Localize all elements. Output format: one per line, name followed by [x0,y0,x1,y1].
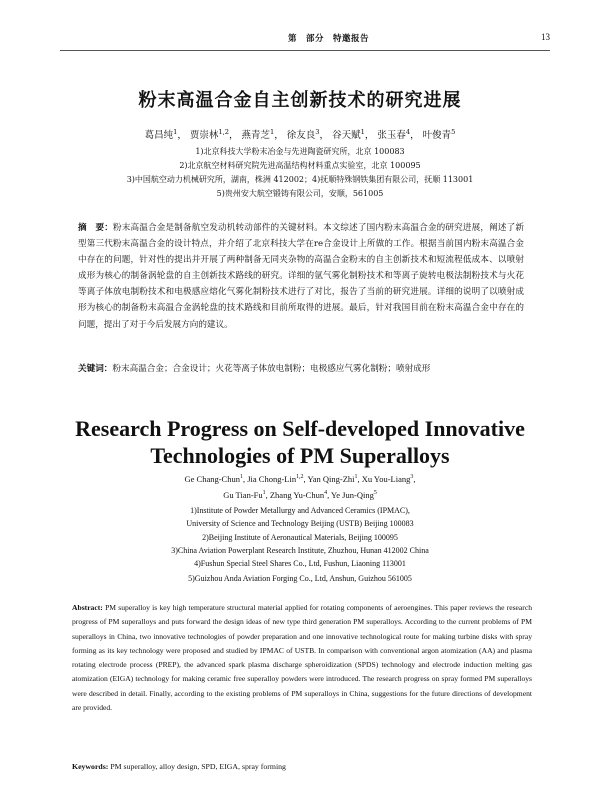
chinese-abstract-text: 粉末高温合金是制备航空发动机转动部件的关键材料。本文综述了国内粉末高温合金的研究进展，阐述了新型第三代粉末高温合金的设计特点，并介绍了北京科技大学在re合金设计上所做的工作。根据当前国内粉末高温合金中存在的问题，针对性的提出并开展了两种制备无同夹杂物的高温合金粉末的自主创新技术和短流程低成本、以喷射成形为核心的制备涡轮盘的自主创新技术路线的研究。详细的氩气雾化制粉技术和等离子旋转电极法制粉技术与火花等离子体放电制粉技术和电极感应熔化气雾化制粉技术进行了对比，报告了当前的研究进展。详细的说明了以喷射成形为核心的制备粉末高温合金涡轮盘的技术路线和目前所取得的进展。最后，针对我国目前在粉末高温合金中存在的问题，提出了对于今后发展方向的建议。 [78,223,524,330]
author-sup: 4 [405,127,411,136]
author-name: 葛昌纯 [144,130,174,141]
english-affiliation: 4)Fushun Special Steel Shares Co., Ltd, Fushun, Liaoning 113001 [194,559,406,568]
author-sup: 1 [173,127,178,136]
author-sup: 3 [315,127,320,136]
english-authors-line2: Gu Tian-Fu$^1$, Zhang Yu-Chun$^4$, Ye Jun-Qing$^5$ [223,490,377,500]
author-sup: 1 [239,474,243,481]
author-name: Gu Tian-Fu [223,490,263,500]
author-name: 贾崇林 [189,130,219,141]
author-sup: 1,2 [218,127,229,136]
chinese-title: 粉末高温合金自主创新技术的研究进展 [138,90,462,111]
english-keywords [72,762,532,771]
english-keywords-label: Keywords: [72,762,109,771]
english-title-line2: Technologies of PM Superalloys [150,443,450,468]
english-affiliation: University of Science and Technology Beijing (USTB) Beijing 100083 [186,519,414,528]
english-title-line1: Research Progress on Self-developed Innovative [75,416,525,441]
author-name: Yan Qing-Zhi [307,474,355,484]
header-section-title: 第 部分 特邀报告 [288,34,370,44]
author-name: Zhang Yu-Chun [269,490,325,500]
english-authors-line1: Ge Chang-Chun$^1$, Jia Chong-Lin$^{1,2}$, Yan Qing-Zhi$^1$, Xu You-Liang$^3$, [184,474,416,484]
author-sup: 5 [451,127,456,136]
english-affiliation: 3)China Aviation Powerplant Research Institute, Zhuzhou, Hunan 412002 China [171,546,429,555]
author-sup: 1 [354,474,358,481]
author-sup: 1 [360,127,365,136]
author-name: 谷天赋 [332,130,361,141]
chinese-authors: 葛昌纯$^1$， 贾崇林$^{1,2}$， 燕青芝$^1$， 徐友良$^3$， 谷天赋$^1$， 张玉春$^4$， 叶俊青$^5$ [144,127,456,141]
english-abstract-text: PM superalloy is key high temperature structural material applied for rotating components of aeroengines. This paper reviews the research progress of PM superalloys and puts forward the design ideas of new type third generation PM superalloys. According to the current problems of PM superalloys in China, two innovative technologies of powder preparation and one innovative technological route for making turbine disks with spray forming as its key technology were proposed and studied by IPMAC of USTB. In comparison with conventional argon atomization (AA) and plasma rotating electrode process (PREP), the advanced spark plasma discharge spheroidization (SPDS) technology and electrode induction melting gas atomization (EIGA) technology for making ceramic free superalloy powders were introduced. The research progress on spray formed PM superalloys were described in detail. Finally, according to the existing problems of PM superalloys in China, suggestions for the future directions of development are provided. [72,603,532,713]
chinese-abstract-label: 摘 要： [78,223,113,233]
author-name: 燕青芝 [241,130,271,141]
chinese-abstract [78,220,524,333]
author-sup: 3 [410,474,414,481]
author-name: 徐友良 [286,130,316,141]
author-sup: 1,2 [296,474,304,481]
chinese-affiliation: 5)贵州安大航空锻铸有限公司，安顺，561005 [216,189,384,198]
english-abstract [72,601,532,715]
author-sup: 4 [324,490,328,497]
author-name: 叶俊青 [422,130,452,141]
running-header [60,32,550,48]
chinese-keywords [78,362,524,374]
author-sup: 1 [270,127,275,136]
chinese-affiliation: 3)中国航空动力机械研究所，湖南，株洲 412002；4)抚顺特殊钢铁集团有限公司，抚顺 113001 [126,175,474,184]
chinese-affiliation: 2)北京航空材料研究院先进高温结构材料重点实验室，北京 100095 [179,161,421,170]
author-name: Xu You-Liang [361,474,411,484]
author-sup: 1 [262,490,266,497]
author-sup: 5 [373,490,377,497]
english-affiliation: 5)Guizhou Anda Aviation Forging Co., Ltd, Anshun, Guizhou 561005 [188,574,412,583]
author-name: 张玉春 [377,130,406,141]
english-affiliation: 1)Institute of Powder Metallurgy and Advanced Ceramics (IPMAC), [190,506,410,515]
chinese-affiliation: 1)北京科技大学粉末冶金与先进陶瓷研究所，北京 100083 [195,147,405,156]
author-name: Ge Chang-Chun [184,474,240,484]
english-affiliation: 2)Beijing Institute of Aeronautical Materials, Beijing 100095 [202,533,398,542]
author-name: Ye Jun-Qing [331,490,374,500]
chinese-keywords-label: 关键词： [78,364,113,374]
header-rule [60,50,550,51]
chinese-keywords-text: 粉末高温合金；合金设计；火花等离子体放电制粉；电极感应气雾化制粉；喷射成形 [112,364,431,374]
author-name: Jia Chong-Lin [247,474,297,484]
english-keywords-text: PM superalloy, alloy design, SPD, EIGA, spray forming [110,762,286,771]
english-abstract-label: Abstract: [72,603,103,612]
page-number: 13 [541,32,550,42]
